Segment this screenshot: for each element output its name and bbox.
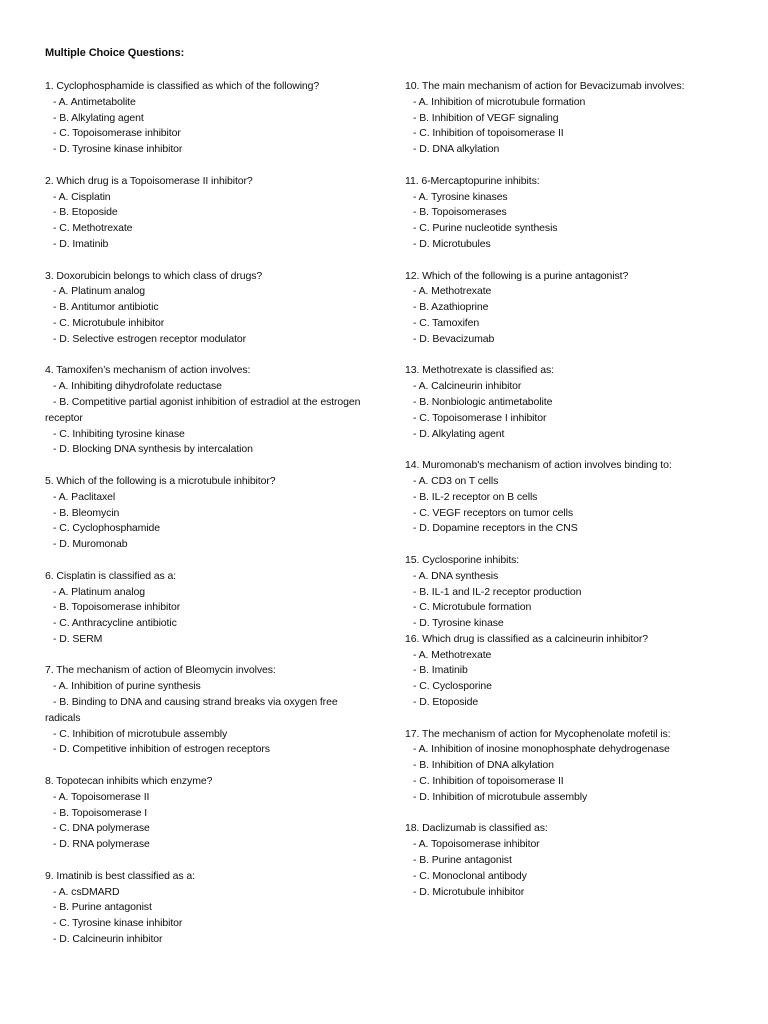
question-14 (405, 458, 740, 537)
page-title: Multiple Choice Questions: (45, 47, 185, 59)
option-d: - D. RNA polymerase (53, 838, 150, 851)
option-c: - C. Cyclosporine (413, 680, 492, 693)
option-a: - A. Methotrexate (413, 285, 492, 298)
option-a: - A. Paclitaxel (53, 490, 116, 503)
option-a: - A. Inhibition of purine synthesis (53, 680, 201, 693)
option-b: - B. Purine antagonist (413, 854, 512, 867)
question-13 (405, 363, 740, 442)
question-3 (45, 269, 370, 348)
question-18 (405, 821, 740, 900)
left-column (45, 79, 370, 964)
option-d: - D. Etoposide (413, 696, 479, 709)
question-15 (405, 553, 740, 632)
option-b: - B. Azathioprine (413, 301, 489, 314)
option-a: - A. Platinum analog (53, 285, 145, 298)
option-d: - D. DNA alkylation (413, 143, 500, 156)
option-d: - D. Muromonab (53, 538, 128, 551)
question-text: 13. Methotrexate is classified as: (405, 364, 554, 377)
option-b: - B. Competitive partial agonist inhibition of estradiol at the estrogen receptor (45, 395, 361, 424)
option-a: - A. Inhibition of microtubule formation (413, 95, 586, 108)
option-a: - A. Cisplatin (53, 190, 111, 203)
option-d: - D. Bevacizumab (413, 332, 495, 345)
option-d: - D. Calcineurin inhibitor (53, 933, 163, 946)
question-text: 5. Which of the following is a microtubule inhibitor? (45, 474, 276, 487)
option-c: - C. Topoisomerase I inhibitor (413, 411, 547, 424)
question-text: 10. The main mechanism of action for Bevacizumab involves: (405, 80, 685, 92)
option-c: - C. VEGF receptors on tumor cells (413, 506, 573, 519)
question-text: 12. Which of the following is a purine antagonist? (405, 269, 629, 282)
option-c: - C. Purine nucleotide synthesis (413, 222, 558, 235)
question-10 (405, 79, 740, 158)
option-d: - D. Tyrosine kinase (413, 617, 504, 630)
option-b: - B. Topoisomerases (413, 206, 507, 219)
option-b: - B. Etoposide (53, 206, 118, 219)
option-b: - B. Antitumor antibiotic (53, 301, 159, 314)
option-c: - C. Inhibition of topoisomerase II (413, 127, 564, 140)
option-d: - D. Microtubules (413, 237, 491, 250)
option-b: - B. Inhibition of DNA alkylation (413, 759, 554, 772)
option-a: - A. Antimetabolite (53, 95, 136, 108)
question-1 (45, 79, 370, 158)
option-a: - A. Tyrosine kinases (413, 190, 508, 203)
question-12 (405, 269, 740, 348)
option-a: - A. Topoisomerase II (53, 790, 150, 803)
option-d: - D. Tyrosine kinase inhibitor (53, 143, 183, 156)
option-c: - C. Tamoxifen (413, 316, 480, 329)
question-text: 3. Doxorubicin belongs to which class of drugs? (45, 269, 263, 282)
option-b: - B. Bleomycin (53, 506, 120, 519)
option-c: - C. Microtubule formation (413, 601, 532, 614)
option-b: - B. IL-1 and IL-2 receptor production (413, 585, 582, 598)
option-a: - A. Calcineurin inhibitor (413, 380, 522, 393)
question-text: 16. Which drug is classified as a calcineurin inhibitor? (405, 632, 649, 645)
option-d: - D. Dopamine receptors in the CNS (413, 522, 578, 535)
question-text: 17. The mechanism of action for Mycophenolate mofetil is: (405, 727, 671, 740)
option-c: - C. Inhibiting tyrosine kinase (53, 427, 185, 440)
question-16 (405, 632, 740, 711)
option-c: - C. Monoclonal antibody (413, 869, 527, 882)
question-text: 2. Which drug is a Topoisomerase II inhibitor? (45, 174, 253, 187)
option-c: - C. Methotrexate (53, 222, 133, 235)
question-text: 9. Imatinib is best classified as a: (45, 869, 195, 882)
question-text: 14. Muromonab's mechanism of action involves binding to: (405, 459, 672, 472)
question-4 (45, 363, 370, 458)
option-d: - D. Inhibition of microtubule assembly (413, 790, 588, 803)
question-text: 15. Cyclosporine inhibits: (405, 553, 520, 566)
option-c: - C. Cyclophosphamide (53, 522, 161, 535)
question-text: 11. 6-Mercaptopurine inhibits: (405, 174, 540, 187)
option-d: - D. Alkylating agent (413, 427, 505, 440)
option-b: - B. Nonbiologic antimetabolite (413, 395, 553, 408)
option-b: - B. Binding to DNA and causing strand breaks via oxygen free radicals (45, 696, 338, 724)
option-d: - D. Competitive inhibition of estrogen receptors (53, 743, 270, 756)
question-8 (45, 774, 370, 853)
option-a: - A. Inhibition of inosine monophosphate dehydrogenase (413, 743, 670, 756)
option-d: - D. SERM (53, 632, 103, 645)
right-column (405, 79, 740, 916)
option-a: - A. DNA synthesis (413, 569, 499, 582)
option-a: - A. CD3 on T cells (413, 474, 499, 487)
option-b: - B. Inhibition of VEGF signaling (413, 111, 559, 124)
question-6 (45, 569, 370, 648)
option-d: - D. Imatinib (53, 237, 109, 250)
option-b: - B. Alkylating agent (53, 111, 144, 124)
question-11 (405, 174, 740, 253)
question-text: 1. Cyclophosphamide is classified as which of the following? (45, 80, 320, 92)
option-c: - C. DNA polymerase (53, 822, 150, 835)
option-b: - B. Imatinib (413, 664, 468, 677)
option-d: - D. Selective estrogen receptor modulator (53, 332, 247, 345)
option-b: - B. IL-2 receptor on B cells (413, 490, 538, 503)
option-c: - C. Inhibition of topoisomerase II (413, 775, 564, 788)
option-d: - D. Blocking DNA synthesis by intercalation (53, 443, 253, 456)
question-7 (45, 663, 370, 758)
option-a: - A. Inhibiting dihydrofolate reductase (53, 380, 222, 393)
question-17 (405, 727, 740, 806)
question-text: 7. The mechanism of action of Bleomycin involves: (45, 664, 276, 677)
option-b: - B. Purine antagonist (53, 901, 152, 914)
option-a: - A. Topoisomerase inhibitor (413, 838, 540, 851)
option-a: - A. csDMARD (53, 885, 120, 898)
option-c: - C. Microtubule inhibitor (53, 316, 165, 329)
option-c: - C. Anthracycline antibiotic (53, 617, 177, 630)
question-5 (45, 474, 370, 553)
question-9 (45, 869, 370, 948)
question-text: 4. Tamoxifen’s mechanism of action involves: (45, 364, 251, 377)
question-2 (45, 174, 370, 253)
option-a: - A. Methotrexate (413, 648, 492, 661)
option-c: - C. Inhibition of microtubule assembly (53, 727, 228, 740)
option-b: - B. Topoisomerase inhibitor (53, 601, 181, 614)
option-c: - C. Tyrosine kinase inhibitor (53, 917, 183, 930)
question-text: 18. Daclizumab is classified as: (405, 822, 548, 835)
question-text: 8. Topotecan inhibits which enzyme? (45, 775, 213, 788)
question-text: 6. Cisplatin is classified as a: (45, 569, 177, 582)
option-c: - C. Topoisomerase inhibitor (53, 127, 181, 140)
option-a: - A. Platinum analog (53, 585, 145, 598)
option-b: - B. Topoisomerase I (53, 806, 148, 819)
option-d: - D. Microtubule inhibitor (413, 885, 525, 898)
